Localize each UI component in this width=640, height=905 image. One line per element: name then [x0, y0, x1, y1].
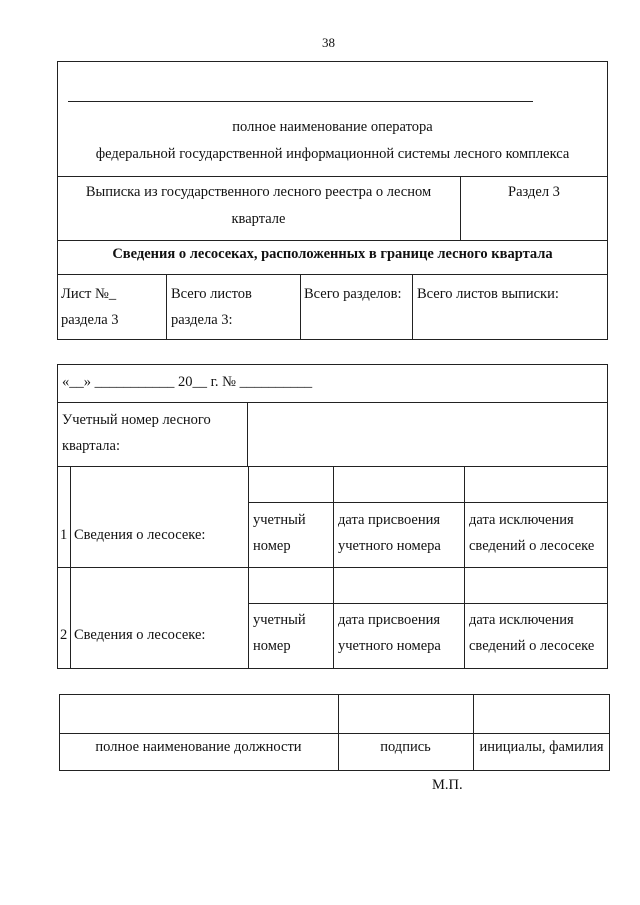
total-sheets-line2: раздела 3:	[171, 312, 233, 328]
total-sections: Всего разделов:	[304, 286, 402, 302]
assignment-date-label-line2: учетного номера	[338, 538, 441, 554]
total-extract-sheets: Всего листов выписки:	[417, 286, 559, 302]
account-number-label-line2: номер	[253, 638, 291, 654]
operator-caption-line2: федеральной государственной информационной системы лесного комплекса	[95, 146, 570, 162]
signature-caption: подпись	[380, 739, 431, 755]
sheet-no-line1: Лист №_	[61, 286, 117, 302]
assignment-date-label-line1: дата присвоения	[338, 512, 441, 528]
record-label: Сведения о лесосеке:	[74, 527, 206, 543]
account-number-label-line2: номер	[253, 538, 291, 554]
divider	[57, 402, 608, 403]
extract-title-line2: квартале	[231, 211, 286, 227]
stamp-label: М.П.	[432, 777, 463, 793]
assignment-date-label-line2: учетного номера	[338, 638, 441, 654]
exclusion-date-label-line2: сведений о лесосеке	[469, 638, 595, 654]
record-index: 1	[60, 527, 68, 543]
quarter-number-label-line1: Учетный номер лесного	[62, 412, 211, 428]
exclusion-date-label-line1: дата исключения	[469, 512, 574, 528]
divider	[248, 502, 608, 503]
account-number-label-line1: учетный	[253, 612, 306, 628]
section-label: Раздел 3	[508, 184, 560, 200]
record-index: 2	[60, 627, 68, 643]
divider	[247, 402, 248, 466]
divider	[57, 176, 608, 177]
divider	[248, 603, 608, 604]
section-heading: Сведения о лесосеках, расположенных в границе лесного квартала	[112, 246, 553, 262]
extract-title-line1: Выписка из государственного лесного реестра о лесном	[85, 184, 432, 200]
operator-name-line	[68, 101, 533, 102]
account-number-label-line1: учетный	[253, 512, 306, 528]
divider	[57, 567, 608, 568]
divider	[412, 274, 413, 340]
assignment-date-label-line1: дата присвоения	[338, 612, 441, 628]
quarter-number-label-line2: квартала:	[62, 438, 120, 454]
operator-caption-line1: полное наименование оператора	[232, 119, 433, 135]
divider	[300, 274, 301, 340]
divider	[166, 274, 167, 340]
name-caption: инициалы, фамилия	[479, 739, 604, 755]
date-line: «__» ___________ 20__ г. № __________	[62, 374, 313, 390]
position-caption: полное наименование должности	[95, 739, 302, 755]
exclusion-date-label-line2: сведений о лесосеке	[469, 538, 595, 554]
total-sheets-line1: Всего листов	[171, 286, 252, 302]
page-number: 38	[322, 35, 335, 50]
sheet-no-line2: раздела 3	[61, 312, 119, 328]
exclusion-date-label-line1: дата исключения	[469, 612, 574, 628]
record-label: Сведения о лесосеке:	[74, 627, 206, 643]
divider	[57, 274, 608, 275]
